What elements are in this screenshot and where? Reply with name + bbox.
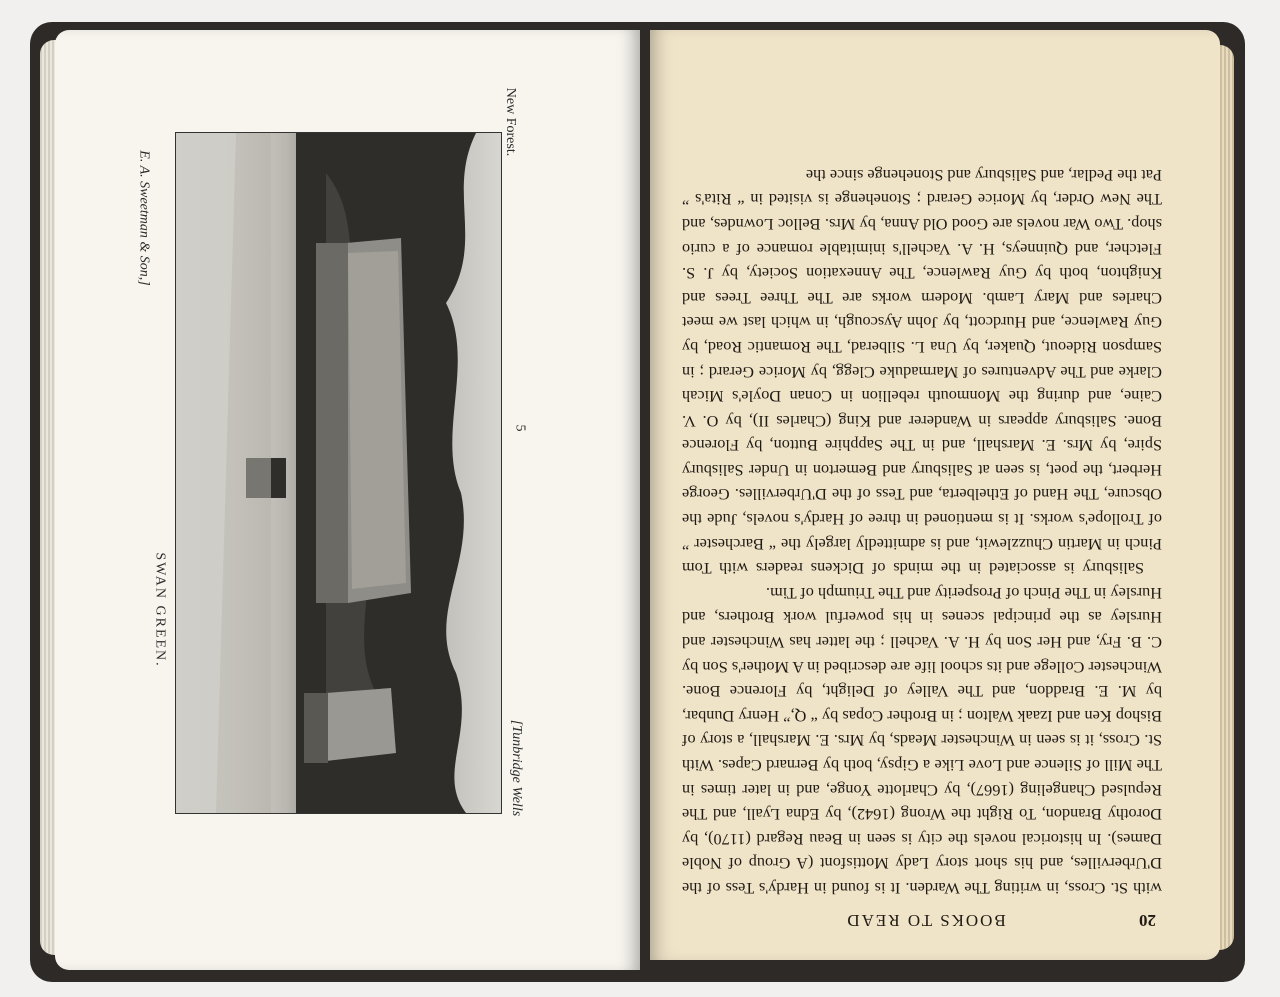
paragraph-winchester: with St. Cross, in writing The Warden. It is found in Hardy's Tess of the D'Urbervilles, and his short story Lady Mottisfont (A Group of Noble Dames). In historical novels the city is seen in Beau Regard (1170), by Dorothy Brandon, To Right the Wrong (1642), by Edna Lyall, and The Repulsed Changeling (1667), by Charlotte Yonge, and in later times in The Mill of Silence and Love Like a Gipsy, both by Bernard Capes. With St. Cross, it is seen in Winchester Meads, by Mrs. E. Marshall, a story of Bishop Ken and Izaak Walton ; in Brother Copas by “ Q,” Henry Dunbar, by M. E. Braddon, and The Valley of Delight, by Florence Bone. Winchester College and its school life are described in A Mother's Son by C. B. Fry, and Her Son by H. A. Vachell ; the latter has Winchester and Hursley as the principal scenes in his powerful work Brothers, and Hursley in The Pinch of Prosperity and The Triumph of Tim.: [682, 583, 1162, 898]
photo-credit-right: [Tunbridge Wells: [509, 719, 525, 817]
body-text: [682, 162, 1162, 900]
swan-green-photograph: [175, 132, 502, 814]
paragraph-salisbury: Salisbury is associated in the minds of Dickens readers with Tom Pinch in Martin Chuzzlewit, and is admittedly largely the “ Barchester ” of Trollope's works. It is mentioned in three of Hardy's novels, Jude the Obscure, The Hand of Ethelberta, and Tess of the D'Urbervilles. George Herbert, the poet, is seen at Salisbury and Bemerton in Under Salisbury Spire, by Mrs. E. Marshall, and in The Sapphire Button, by Florence Bone. Salisbury appears in Wanderer and King (Charles II), by O. V. Caine, and during the Monmouth rebellion in Conan Doyle's Micah Clarke and The Adventures of Marmaduke Clegg, by Morice Gerard ; in Sampson Rideout, Quaker, by Una L. Silberad, The Romantic Road, by Guy Rawlence, and Hurdcott, by John Ayscough, in which last we meet Charles and Mary Lamb. Modern works are The Three Trees and Knighton, both by Guy Rawlence, The Annexation Society, by J. S. Fletcher, and Quinneys, H. A. Vachell's inimitable romance of a curio shop. Two War novels are Good Old Anna, by Mrs. Belloc Lowndes, and The New Order, by Morice Gerard ; Stonehenge is visited in “ Rita's ” Pat the Pedlar, and Salisbury and Stonehenge since the: [682, 165, 1162, 579]
running-head: New Forest.: [503, 87, 519, 157]
section-heading: BOOKS TO READ: [845, 911, 1006, 930]
left-page-number: 5: [512, 424, 528, 432]
right-page-number: 20: [1139, 911, 1156, 930]
plate-caption-row: [136, 132, 168, 812]
left-page-header: [503, 87, 542, 820]
right-page-text: [682, 60, 1162, 930]
photo-scene-svg: [176, 133, 501, 813]
right-page-header: [682, 910, 1162, 930]
plate-title: SWAN GREEN.: [152, 552, 168, 668]
photo-credit-left: E. A. Sweetman & Son,]: [136, 150, 152, 286]
photo-plate: [175, 132, 500, 812]
